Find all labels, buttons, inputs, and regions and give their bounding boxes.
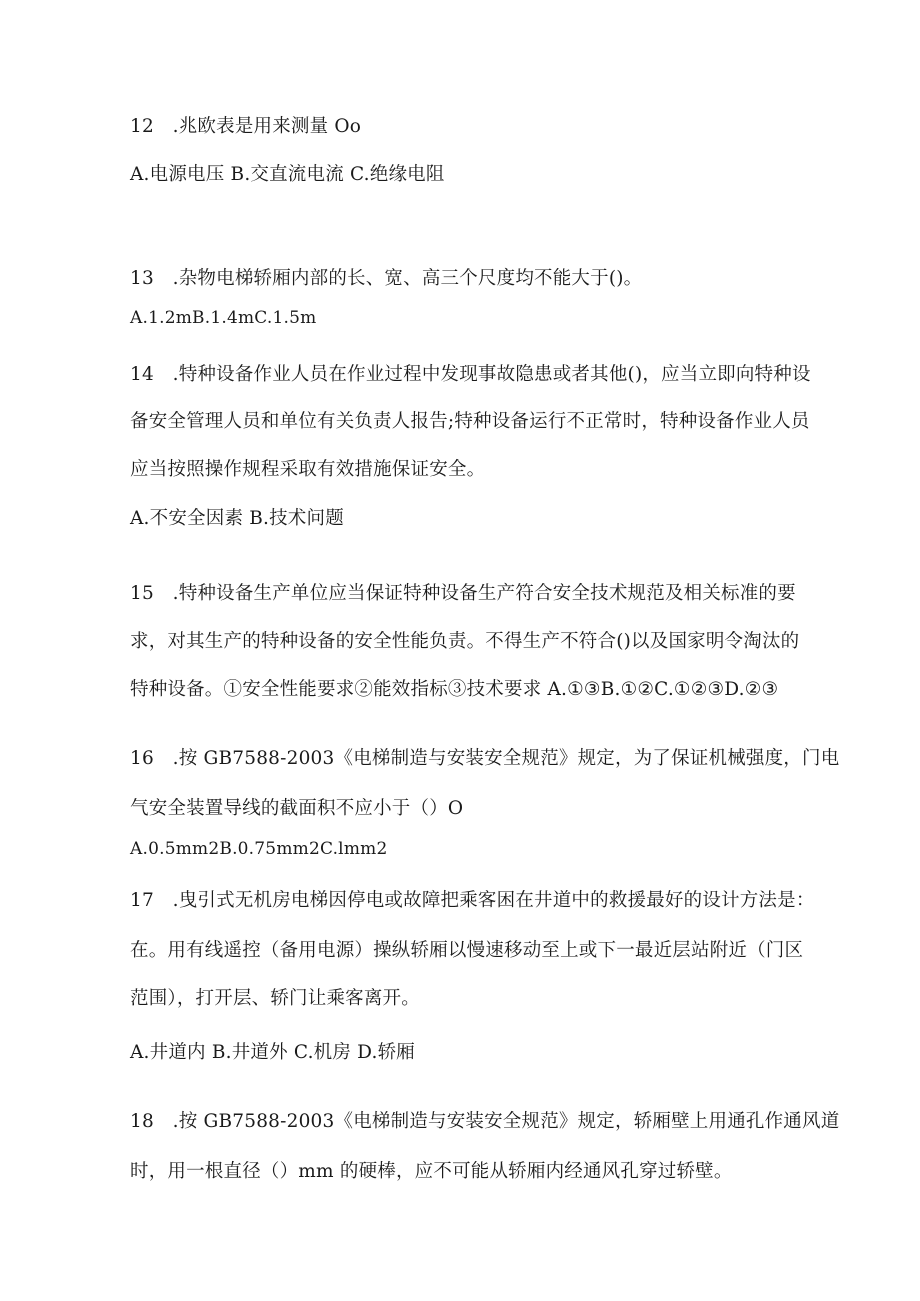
question-17-options: A.井道内 B.井道外 C.机房 D.轿厢 (130, 1042, 415, 1063)
question-14-text-line-3: 应当按照操作规程采取有效措施保证安全。 (130, 459, 486, 480)
question-17-text-line-2: 在。用有线遥控（备用电源）操纵轿厢以慢速移动至上或下一最近层站附近（门区 (130, 940, 804, 961)
question-17-text-line-3: 范围），打开层、轿门让乘客离开。 (130, 988, 420, 1009)
question-16-text-line-2: 气安全装置导线的截面积不应小于（）O (130, 798, 464, 819)
question-13-text: 13 .杂物电梯轿厢内部的长、宽、高三个尺度均不能大于()。 (130, 268, 643, 289)
question-12-options: A.电源电压 B.交直流电流 C.绝缘电阻 (130, 164, 445, 185)
question-16-options: A.0.5mm2B.0.75mm2C.lmm2 (130, 839, 388, 859)
question-15-text-line-3: 特种设备。①安全性能要求②能效指标③技术要求 A.①③B.①②C.①②③D.②③ (130, 679, 779, 700)
question-14-text-line-1: 14 .特种设备作业人员在作业过程中发现事故隐患或者其他()，应当立即向特种设 (130, 364, 811, 385)
question-17-text-line-1: 17 .曳引式无机房电梯因停电或故障把乘客困在井道中的救援最好的设计方法是： (130, 890, 815, 911)
question-14-options: A.不安全因素 B.技术问题 (130, 508, 344, 529)
question-14-text-line-2: 备安全管理人员和单位有关负责人报告;特种设备运行不正常时，特种设备作业人员 (130, 411, 810, 432)
question-18-text-line-1: 18 .按 GB7588-2003《电梯制造与安装安全规范》规定，轿厢壁上用通孔作通风道 (130, 1111, 840, 1132)
question-16-text-line-1: 16 .按 GB7588-2003《电梯制造与安装安全规范》规定，为了保证机械强度，门电 (130, 748, 840, 769)
question-12-text: 12 .兆欧表是用来测量 Oo (130, 116, 362, 137)
question-13-options: A.1.2mB.1.4mC.1.5m (130, 308, 317, 328)
question-15-text-line-1: 15 .特种设备生产单位应当保证特种设备生产符合安全技术规范及相关标准的要 (130, 583, 796, 604)
question-18-text-line-2: 时，用一根直径（）mm 的硬棒，应不可能从轿厢内经通风孔穿过轿壁。 (130, 1161, 733, 1182)
question-15-text-line-2: 求，对其生产的特种设备的安全性能负责。不得生产不符合()以及国家明令淘汰的 (130, 631, 800, 652)
